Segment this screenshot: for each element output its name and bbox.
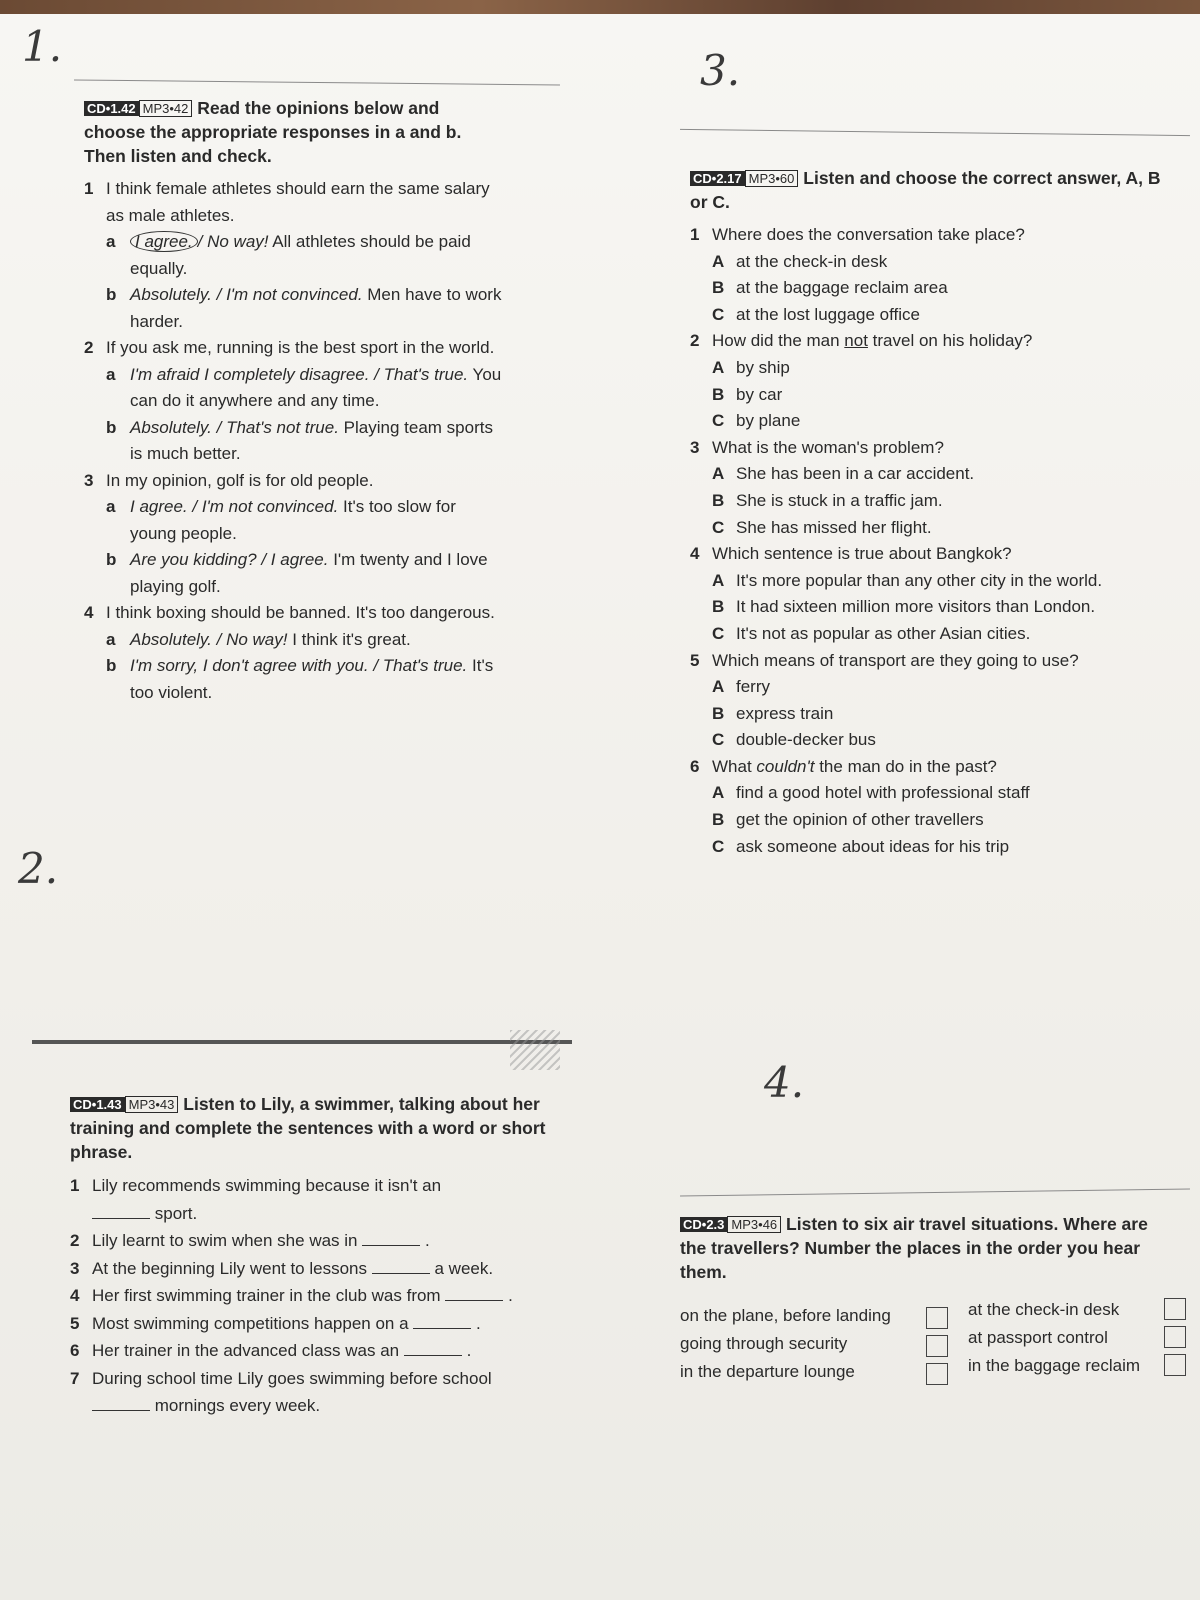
sentence-item: 1 Lily recommends swimming because it isn't an sport. — [70, 1176, 442, 1223]
answer-blank[interactable] — [92, 1204, 150, 1219]
order-box[interactable] — [926, 1307, 948, 1329]
answer-blank[interactable] — [92, 1396, 150, 1411]
handwritten-number-3: 3. — [700, 46, 741, 95]
answer-blank[interactable] — [372, 1259, 430, 1274]
handwritten-number-2: 2. — [18, 844, 59, 893]
place-label: at passport control — [968, 1328, 1108, 1347]
response-option: b Absolutely. / I'm not convinced. Men have to work harder. — [106, 285, 502, 331]
question-item: 2 How did the man not travel on his holiday? — [690, 331, 1033, 351]
opinion-item: 1 I think female athletes should earn the same salary as male athletes. — [84, 179, 490, 225]
sentence-item: 6 Her trainer in the advanced class was an . — [70, 1341, 472, 1360]
answer-blank[interactable] — [362, 1231, 420, 1246]
exercise-3 — [690, 166, 1170, 860]
opinion-item: 2 If you ask me, running is the best sport in the world. — [84, 338, 495, 357]
answer-option: A She has been in a car accident. — [712, 464, 975, 484]
order-box[interactable] — [926, 1363, 948, 1385]
question-item: 6 What couldn't the man do in the past? — [690, 756, 997, 776]
places-left-column — [680, 1302, 920, 1386]
response-option: b I'm sorry, I don't agree with you. / That's true. It's too violent. — [106, 656, 494, 702]
opinion-item: 3 In my opinion, golf is for old people. — [84, 470, 374, 490]
order-box[interactable] — [1164, 1298, 1186, 1320]
order-box[interactable] — [926, 1335, 948, 1357]
answer-option: A at the check-in desk — [712, 251, 888, 271]
sentence-item: 3 At the beginning Lily went to lessons a week. — [70, 1258, 494, 1278]
track-tag: CD•2.3 MP3•46 — [680, 1216, 781, 1233]
answer-option: B at the baggage reclaim area — [712, 278, 948, 298]
response-option: a I agree. / No way! All athletes should be paid equally. — [106, 232, 471, 278]
track-tag: CD•1.42 MP3•42 — [84, 100, 192, 117]
track-tag: CD•2.17 MP3•60 — [690, 170, 798, 187]
answer-option: A ferry — [712, 677, 770, 697]
answer-option: B express train — [712, 703, 834, 723]
exercise-4-heading: CD•2.3 MP3•46 Listen to six air travel situations. Where are the travellers? Number the places in the order you hear them. — [680, 1214, 1148, 1282]
track-tag: CD•1.43 MP3•43 — [70, 1096, 178, 1113]
question-item: 4 Which sentence is true about Bangkok? — [690, 544, 1012, 564]
sentence-item: 2 Lily learnt to swim when she was in . — [70, 1231, 430, 1250]
response-option: a I agree. / I'm not convinced. It's too slow for young people. — [106, 497, 456, 543]
question-item: 3 What is the woman's problem? — [690, 437, 944, 457]
order-box[interactable] — [1164, 1354, 1186, 1376]
question-item: 1 Where does the conversation take place? — [690, 225, 1025, 244]
sentence-item: 7 During school time Lily goes swimming before school mornings every week. — [70, 1368, 492, 1415]
answer-option: A find a good hotel with professional staff — [712, 783, 1030, 803]
question-item: 5 Which means of transport are they going to use? — [690, 650, 1079, 670]
response-option: b Absolutely. / That's not true. Playing team sports is much better. — [106, 417, 493, 463]
place-label: at the check-in desk — [968, 1300, 1120, 1319]
answer-blank[interactable] — [404, 1341, 462, 1356]
exercise-2-heading: CD•1.43 MP3•43 Listen to Lily, a swimmer, talking about her training and complete the sentences with a word or short phrase. — [70, 1094, 546, 1162]
handwritten-number-4: 4. — [764, 1058, 805, 1107]
place-label: on the plane, before landing — [680, 1306, 891, 1325]
answer-blank[interactable] — [445, 1286, 503, 1301]
response-option: a I'm afraid I completely disagree. / That's true. You can do it anywhere and any time. — [106, 364, 502, 410]
hatch-mark — [510, 1030, 560, 1070]
answer-option: A It's more popular than any other city in the world. — [712, 570, 1103, 590]
sentence-item: 4 Her first swimming trainer in the club was from . — [70, 1286, 513, 1305]
handwritten-number-1: 1. — [22, 22, 63, 71]
place-label: in the baggage reclaim — [968, 1356, 1141, 1375]
exercise-4 — [680, 1212, 1160, 1292]
places-right-column — [968, 1296, 1168, 1380]
circled-answer: I agree. — [130, 231, 198, 252]
answer-option: B get the opinion of other travellers — [712, 810, 984, 830]
answer-blank[interactable] — [413, 1314, 471, 1329]
answer-option: C ask someone about ideas for his trip — [712, 836, 1010, 856]
answer-option: B She is stuck in a traffic jam. — [712, 490, 943, 510]
answer-option: C double-decker bus — [712, 730, 876, 750]
answer-option: C at the lost luggage office — [712, 304, 920, 324]
sentence-item: 5 Most swimming competitions happen on a . — [70, 1313, 481, 1333]
exercise-1-heading: CD•1.42 MP3•42 Read the opinions below and choose the appropriate responses in a and b. Then listen and check. — [84, 98, 462, 166]
exercise-3-heading: CD•2.17 MP3•60 Listen and choose the correct answer, A, B or C. — [690, 168, 1161, 212]
answer-option: A by ship — [712, 357, 790, 377]
exercise-2 — [70, 1092, 570, 1420]
opinion-item: 4 I think boxing should be banned. It's too dangerous. — [84, 603, 495, 622]
response-option: b Are you kidding? / I agree. I'm twenty and I love playing golf. — [106, 550, 488, 596]
response-option: a Absolutely. / No way! I think it's great. — [106, 629, 411, 649]
answer-option: B It had sixteen million more visitors than London. — [712, 597, 1096, 617]
order-box[interactable] — [1164, 1326, 1186, 1348]
answer-option: B by car — [712, 384, 783, 404]
answer-option: C It's not as popular as other Asian cities. — [712, 623, 1031, 643]
answer-line-2 — [32, 1040, 572, 1044]
answer-option: C She has missed her flight. — [712, 517, 932, 537]
place-label: going through security — [680, 1334, 848, 1353]
answer-option: C by plane — [712, 411, 801, 431]
exercise-1 — [84, 96, 504, 706]
place-label: in the departure lounge — [680, 1362, 855, 1381]
